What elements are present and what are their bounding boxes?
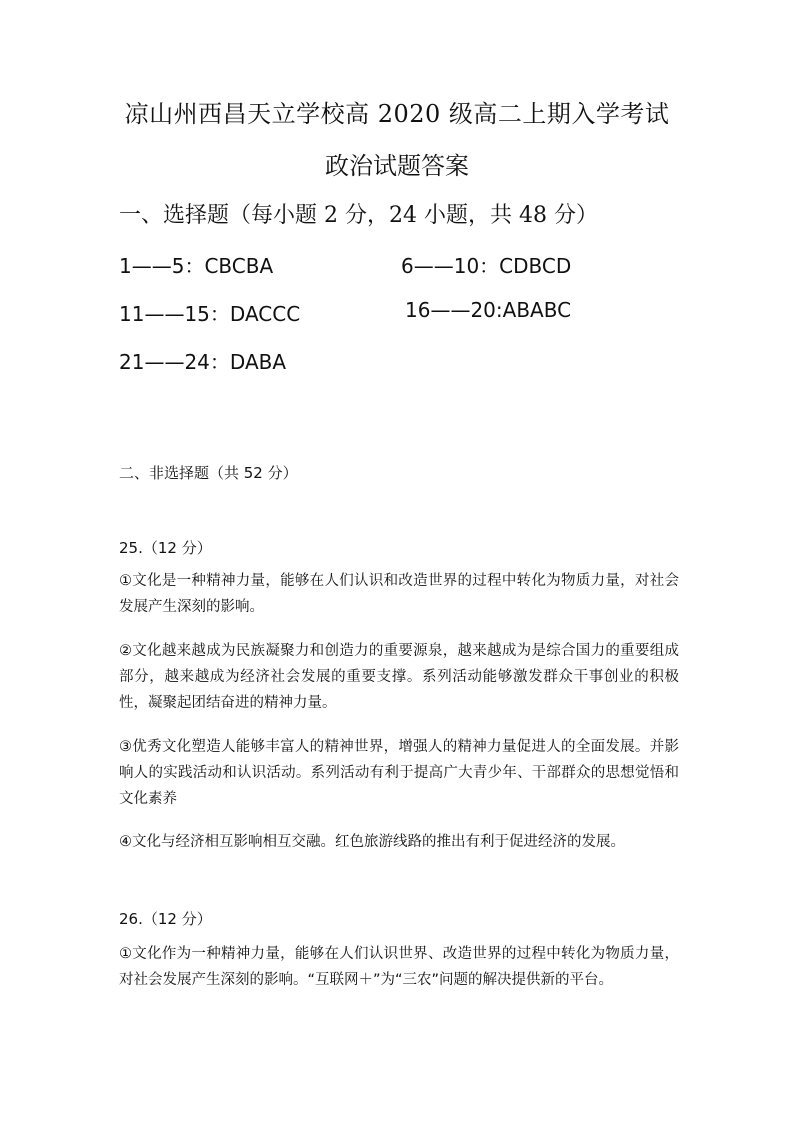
answer-line: 6——10：CDBCD [401, 254, 572, 278]
answer-point: ①文化是一种精神力量，能够在人们认识和改造世界的过程中转化为物质力量，对社会发展产生深刻的影响。 [119, 573, 679, 615]
answer-point: ④文化与经济相互影响相互交融。红色旅游线路的推出有利于促进经济的发展。 [119, 834, 625, 850]
answer-point: ③优秀文化塑造人能够丰富人的精神世界，增强人的精神力量促进人的全面发展。并影响人的实践活动和认识活动。系列活动有利于提高广大青少年、干部群众的思想觉悟和文化素养 [119, 739, 679, 807]
section2-heading: 二、非选择题（共 52 分） [119, 464, 298, 482]
section1-heading: 一、选择题（每小题 2 分，24 小题，共 48 分） [119, 203, 598, 228]
exam-title: 凉山州西昌天立学校高 2020 级高二上期入学考试 [124, 100, 670, 128]
exam-subtitle: 政治试题答案 [325, 152, 469, 180]
answer-line: 1——5：CBCBA [119, 254, 274, 278]
question-25-label: 25.（12 分） [119, 539, 212, 557]
question-26-label: 26.（12 分） [119, 910, 212, 928]
answer-line: 11——15：DACCC [119, 302, 301, 326]
answer-line: 16——20:ABABC [405, 298, 572, 322]
answer-point: ②文化越来越成为民族凝聚力和创造力的重要源泉，越来越成为是综合国力的重要组成部分，越来越成为经济社会发展的重要支撑。系列活动能够激发群众干事创业的积极性，凝聚起团结奋进的精神力量。 [119, 643, 679, 711]
answer-line: 21——24：DABA [119, 350, 287, 374]
answer-point: ①文化作为一种精神力量，能够在人们认识世界、改造世界的过程中转化为物质力量，对社会发展产生深刻的影响。“互联网＋”为“三农”问题的解决提供新的平台。 [119, 946, 679, 988]
